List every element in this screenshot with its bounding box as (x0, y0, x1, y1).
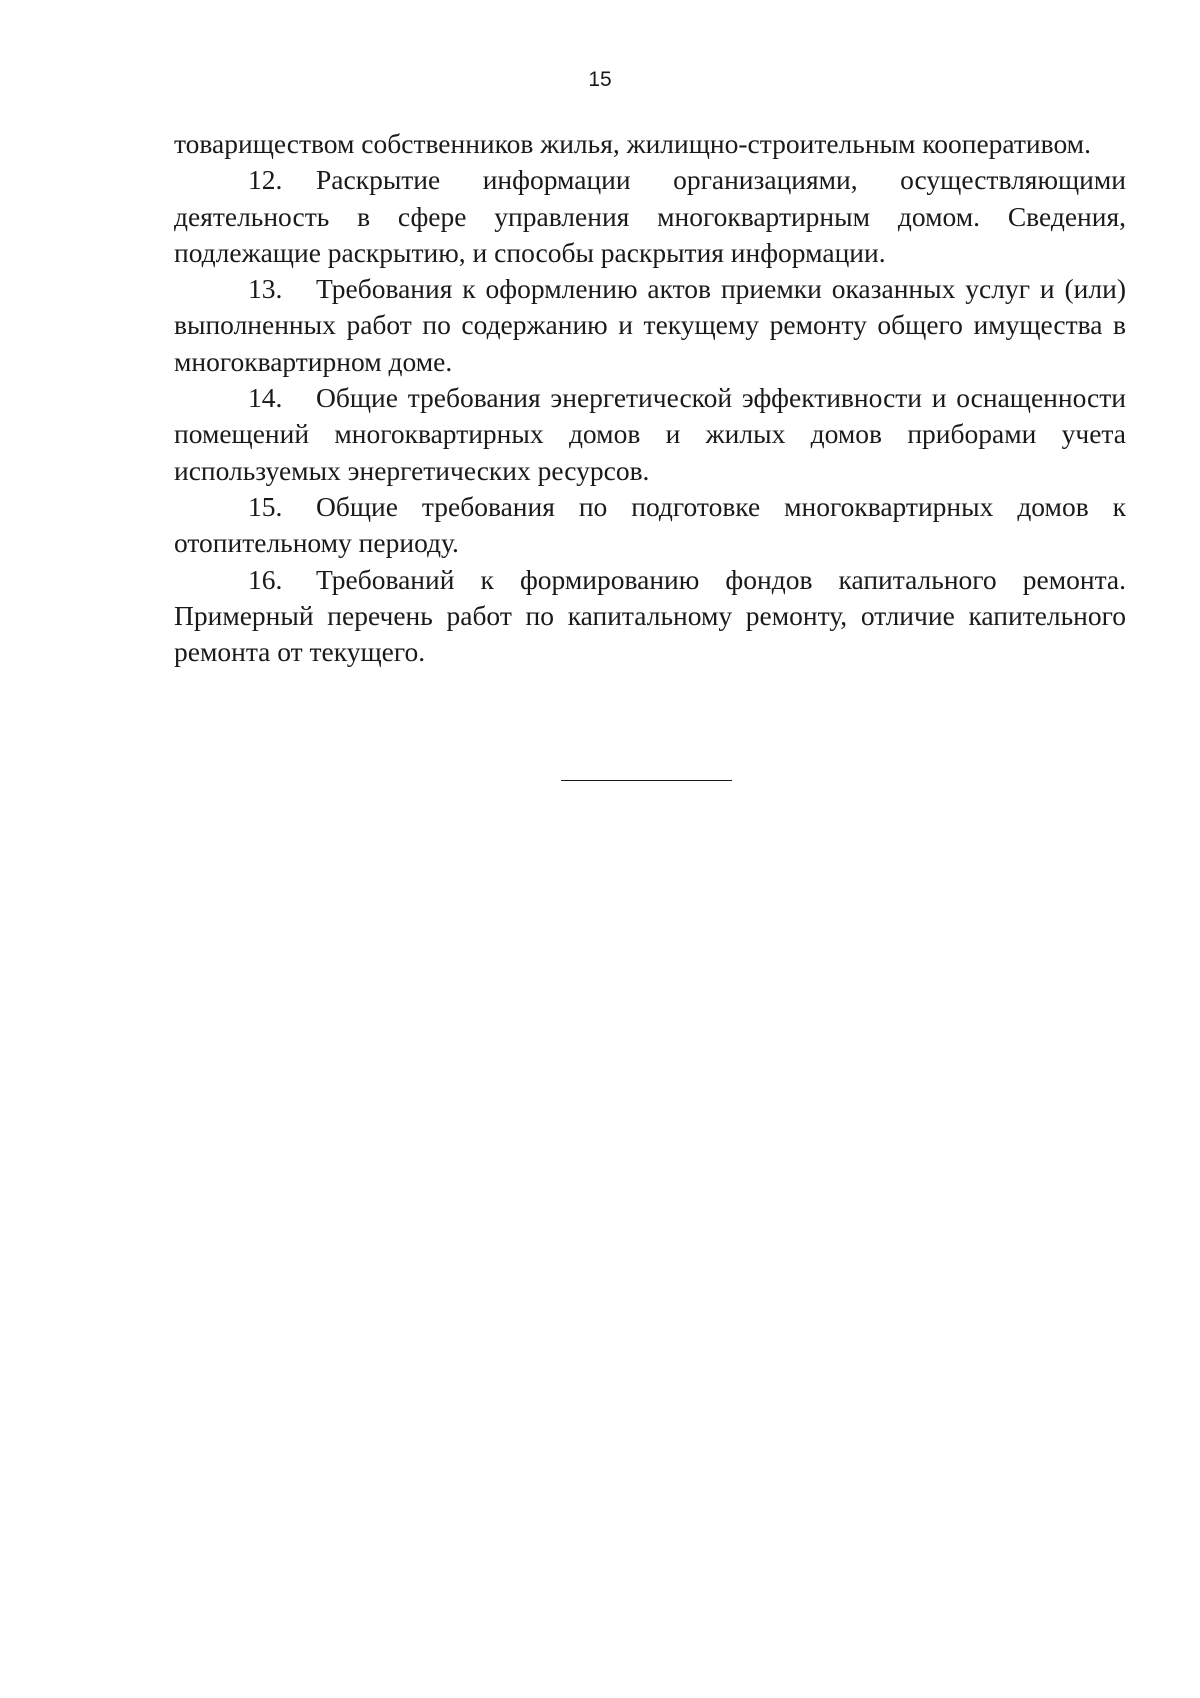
list-item-12 (174, 162, 1126, 271)
list-item-13 (174, 271, 1126, 380)
list-item-text: Требования к оформлению актов приемки оказанных услуг и (или) выполненных работ по содержанию и текущему ремонту общего имущества в многоквартирном доме. (174, 273, 1126, 377)
list-item-number: 15. (248, 490, 283, 522)
list-item-14 (174, 380, 1126, 489)
paragraph-continuation (174, 126, 1126, 162)
page-number: 15 (588, 68, 612, 91)
list-item-number: 14. (248, 382, 283, 414)
list-item-text: Требований к формированию фондов капитального ремонта. Примерный перечень работ по капитальному ремонту, отличие капительного ремонта от текущего. (174, 563, 1126, 668)
closing-divider (561, 780, 732, 781)
list-item-15 (174, 489, 1126, 562)
list-item-number: 16. (248, 563, 283, 595)
list-item-16 (174, 562, 1126, 671)
list-item-text: Раскрытие информации организациями, осуществляющими деятельность в сфере управления многоквартирным домом. Сведения, подлежащие раскрытию, и способы раскрытия информации. (174, 164, 1126, 268)
paragraph-text: товариществом собственников жилья, жилищно-строительным кооперативом. (174, 128, 1091, 159)
list-item-text: Общие требования энергетической эффективности и оснащенности помещений многоквартирных домов и жилых домов приборами учета используемых энергетических ресурсов. (174, 382, 1126, 486)
list-item-text: Общие требования по подготовке многоквартирных домов к отопительному периоду. (174, 490, 1126, 559)
document-body (174, 126, 1126, 670)
list-item-number: 12. (248, 164, 283, 196)
list-item-number: 13. (248, 273, 283, 305)
